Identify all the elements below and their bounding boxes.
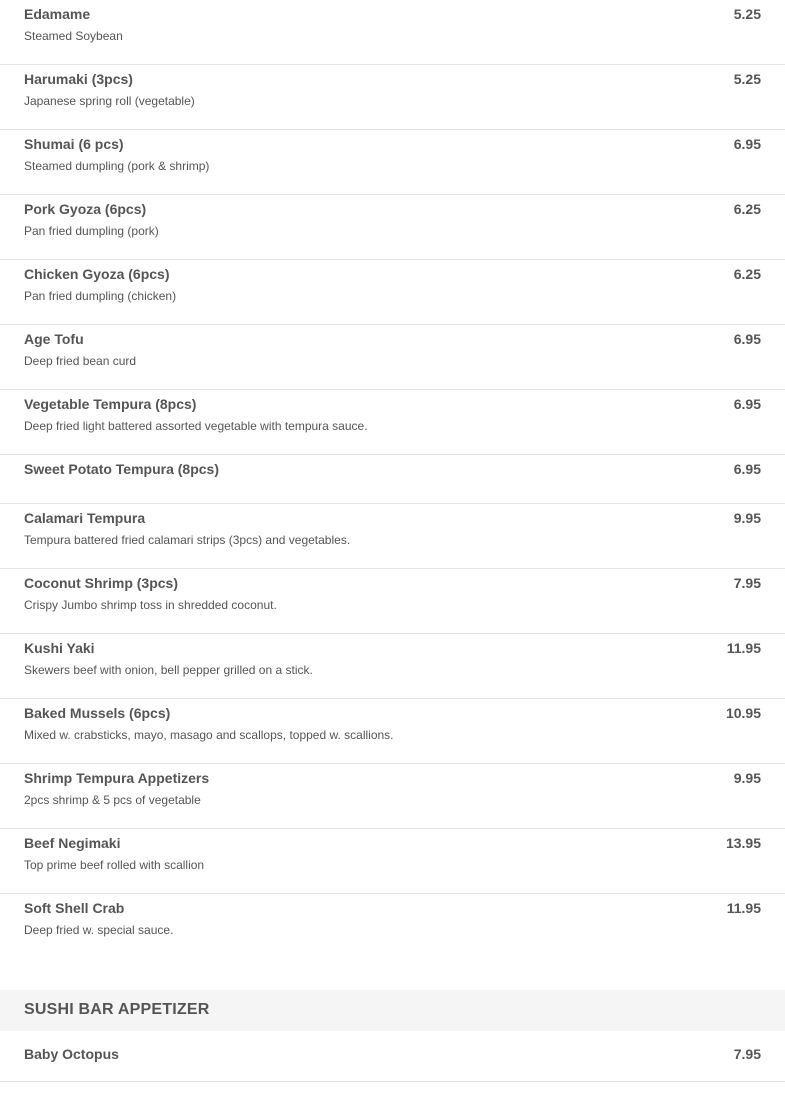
menu-item[interactable] xyxy=(0,325,785,390)
item-name: Baked Mussels (6pcs) xyxy=(24,705,171,721)
item-price: 6.95 xyxy=(733,396,761,412)
item-description: Steamed Soybean xyxy=(24,29,123,43)
item-name: Vegetable Tempura (8pcs) xyxy=(24,396,197,412)
item-description: Deep fried bean curd xyxy=(24,354,137,368)
item-description: Deep fried light battered assorted vegetable with tempura sauce. xyxy=(24,419,368,433)
item-description: Pan fried dumpling (pork) xyxy=(24,224,159,238)
item-description: Tempura battered fried calamari strips (3pcs) and vegetables. xyxy=(24,533,351,547)
item-price: 10.95 xyxy=(725,705,761,721)
item-price: 11.95 xyxy=(726,900,761,916)
menu-item[interactable] xyxy=(0,504,785,569)
item-name: Shrimp Tempura Appetizers xyxy=(24,770,210,786)
item-name: Edamame xyxy=(24,6,91,22)
item-price: 7.95 xyxy=(733,1046,761,1062)
item-description: Crispy Jumbo shrimp toss in shredded coconut. xyxy=(24,598,277,612)
item-name: Kushi Yaki xyxy=(24,640,95,656)
item-price: 6.95 xyxy=(733,331,761,347)
section-title: SUSHI BAR APPETIZER xyxy=(24,1001,210,1018)
menu-item[interactable] xyxy=(0,130,785,195)
item-name: Sweet Potato Tempura (8pcs) xyxy=(24,461,220,477)
menu-item[interactable] xyxy=(0,0,785,65)
item-price: 11.95 xyxy=(726,640,761,656)
item-price: 7.95 xyxy=(733,575,761,591)
menu-item[interactable] xyxy=(0,195,785,260)
item-name: Chicken Gyoza (6pcs) xyxy=(24,266,170,282)
item-price: 6.95 xyxy=(733,136,761,152)
item-name: Baby Octopus xyxy=(24,1046,119,1062)
menu-item[interactable] xyxy=(0,764,785,829)
menu-item[interactable] xyxy=(0,829,785,894)
menu-item[interactable] xyxy=(0,569,785,634)
item-name: Soft Shell Crab xyxy=(24,900,125,916)
item-price: 9.95 xyxy=(733,510,761,526)
item-description: Steamed dumpling (pork & shrimp) xyxy=(24,159,210,173)
item-name: Calamari Tempura xyxy=(24,510,146,526)
item-description: Mixed w. crabsticks, mayo, masago and scallops, topped w. scallions. xyxy=(24,728,394,742)
menu-item-partial[interactable] xyxy=(0,1082,785,1098)
item-price: 9.95 xyxy=(733,770,761,786)
item-description: Japanese spring roll (vegetable) xyxy=(24,94,195,108)
item-description: Pan fried dumpling (chicken) xyxy=(24,289,177,303)
menu-item[interactable] xyxy=(0,455,785,504)
menu-item[interactable] xyxy=(0,260,785,325)
item-price: 5.25 xyxy=(733,71,761,87)
item-description: Deep fried w. special sauce. xyxy=(24,923,174,937)
sushi-appetizer-list xyxy=(0,1033,785,1082)
menu-item[interactable] xyxy=(0,634,785,699)
item-name: Coconut Shrimp (3pcs) xyxy=(24,575,179,591)
item-name: Beef Negimaki xyxy=(24,835,121,851)
item-name: Shumai (6 pcs) xyxy=(24,136,124,152)
menu-item[interactable] xyxy=(0,65,785,130)
menu-item[interactable] xyxy=(0,894,785,959)
item-description: Skewers beef with onion, bell pepper grilled on a stick. xyxy=(24,663,313,677)
menu-item[interactable] xyxy=(0,699,785,764)
menu-item[interactable] xyxy=(0,390,785,455)
item-price: 6.25 xyxy=(733,201,761,217)
item-price: 6.95 xyxy=(733,461,761,477)
item-description: Top prime beef rolled with scallion xyxy=(24,858,205,872)
item-description: 2pcs shrimp & 5 pcs of vegetable xyxy=(24,793,201,807)
item-price: 13.95 xyxy=(725,835,761,851)
item-price: 6.25 xyxy=(733,266,761,282)
item-name: Pork Gyoza (6pcs) xyxy=(24,201,147,217)
item-name: Harumaki (3pcs) xyxy=(24,71,133,87)
menu-item[interactable] xyxy=(0,1033,785,1082)
item-name: Age Tofu xyxy=(24,331,84,347)
section-header xyxy=(0,990,785,1031)
item-price: 5.25 xyxy=(733,6,761,22)
